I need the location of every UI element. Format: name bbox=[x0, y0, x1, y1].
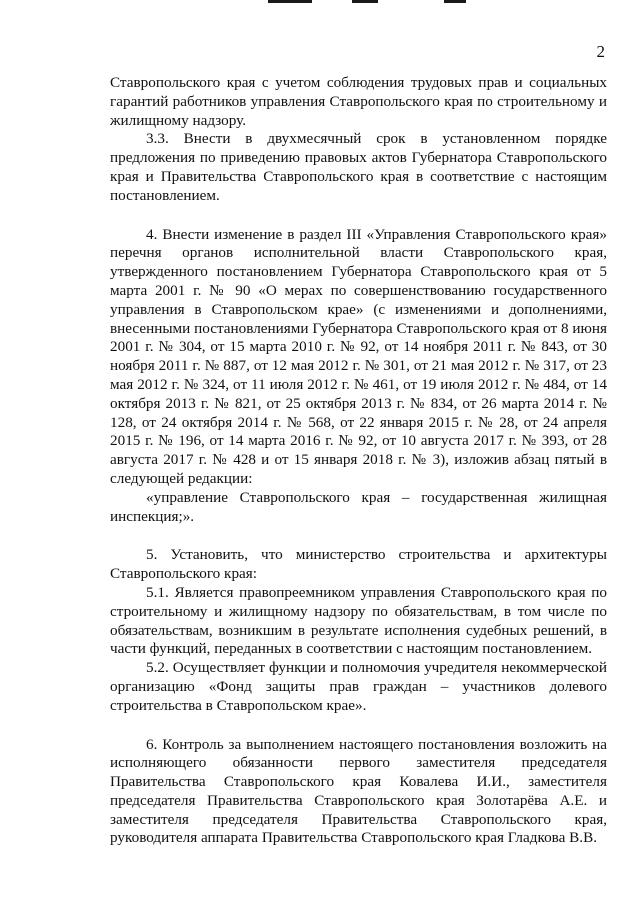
paragraph-5-1: 5.1. Является правопреемником управления Ставропольского края по строительному и жилищному надзору по обязательствам, в том числе по обязательствам, возникшим в результате исполнения судебных решений, в части функций, переданных в соответствии с настоящим постановлением. bbox=[110, 583, 607, 658]
scan-edge-marks bbox=[0, 0, 639, 6]
paragraph-4-quote: «управление Ставропольского края – государственная жилищная инспекция;». bbox=[110, 488, 607, 525]
paragraph-4: 4. Внести изменение в раздел III «Управления Ставропольского края» перечня органов исполнительной власти Ставропольского края, утвержденного постановлением Губернатора Ставропольского края от 5 марта 2001 г. № 90 «О мерах по совершенствованию государственного управления в Ставропольском крае» (с изменениями и дополнениями, внесенными постановлениями Губернатора Ставропольского края от 8 июня 2001 г. № 304, от 15 марта 2010 г. № 92, от 14 ноября 2011 г. № 843, от 30 ноября 2011 г. № 887, от 12 мая 2012 г. № 301, от 21 мая 2012 г. № 317, от 23 мая 2012 г. № 324, от 11 июля 2012 г. № 461, от 19 июля 2012 г. № 484, от 14 октября 2013 г. № 821, от 25 октября 2013 г. № 834, от 26 марта 2014 г. № 128, от 24 октября 2014 г. № 568, от 22 января 2015 г. № 28, от 24 апреля 2015 г. № 196, от 14 марта 2016 г. № 92, от 10 августа 2017 г. № 393, от 28 августа 2017 г. № 428 и от 15 января 2018 г. № 3), изложив абзац пятый в следующей редакции: bbox=[110, 225, 607, 487]
paragraph-6: 6. Контроль за выполнением настоящего постановления возложить на исполняющего обязанности первого заместителя председателя Правительства Ставропольского края Ковалева И.И., заместителя председателя Правительства Ставропольского края Золотарёва А.Е. и заместителя председателя Правительства Ставропольского края, руководителя аппарата Правительства Ставропольского края Гладкова В.В. bbox=[110, 735, 607, 847]
scan-mark bbox=[444, 0, 466, 3]
paragraph-continuation: Ставропольского края с учетом соблюдения трудовых прав и социальных гарантий работников управления Ставропольского края по строительному и жилищному надзору. bbox=[110, 74, 607, 129]
page-number: 2 bbox=[596, 42, 605, 61]
document-body bbox=[110, 74, 607, 848]
paragraph-5-2: 5.2. Осуществляет функции и полномочия учредителя некоммерческой организацию «Фонд защиты прав граждан – участников долевого строительства в Ставропольском крае». bbox=[110, 659, 607, 714]
paragraph-5: 5. Установить, что министерство строительства и архитектуры Ставропольского края: bbox=[110, 546, 607, 583]
scan-mark bbox=[268, 0, 312, 3]
paragraph-3-3: 3.3. Внести в двухмесячный срок в установленном порядке предложения по приведению правовых актов Губернатора Ставропольского края и Правительства Ставропольского края в соответствие с настоящим постановлением. bbox=[110, 130, 607, 204]
scan-mark bbox=[352, 0, 378, 3]
